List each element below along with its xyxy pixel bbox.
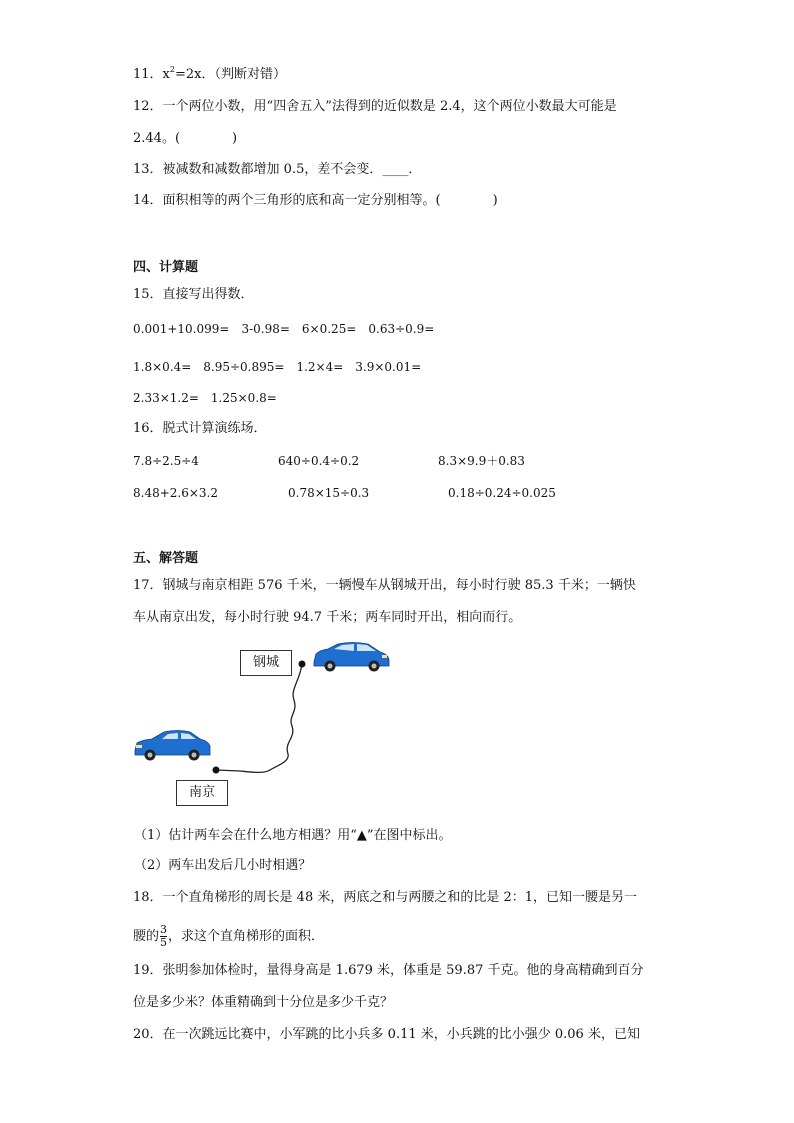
section-title-calculation: 四、计算题 xyxy=(133,260,199,275)
q11-number: 11． xyxy=(133,67,163,82)
q11-exponent: 2 xyxy=(169,65,175,74)
question-20-line1: 20．在一次跳远比赛中，小军跳的比小兵多 0.11 米，小兵跳的比小强少 0.06 米，已知 xyxy=(133,1027,640,1042)
question-15-title: 15．直接写出得数． xyxy=(133,287,254,302)
route-start-dot xyxy=(299,661,306,668)
question-12-line1: 12．一个两位小数，用“四舍五入”法得到的近似数是 2.4，这个两位小数最大可能是 xyxy=(133,99,617,114)
car-icon-slow xyxy=(314,643,389,672)
q16-item: 8.3×9.9＋0.83 xyxy=(438,454,525,468)
question-18-line1: 18．一个直角梯形的周长是 48 米，两底之和与两腰之和的比是 2：1，已知一腰是另一 xyxy=(133,890,638,905)
car-icon-fast xyxy=(135,731,210,761)
q11-rest: =2x．（判断对错） xyxy=(174,67,286,82)
q18-text-b: ，求这个直角梯形的面积． xyxy=(168,929,325,944)
q18-text-a: 腰的 xyxy=(133,929,160,944)
question-17-line1: 17．钢城与南京相距 576 千米，一辆慢车从钢城开出，每小时行驶 85.3 千米；一辆快 xyxy=(133,578,636,593)
question-17-line2: 车从南京出发，每小时行驶 94.7 千米；两车同时开出，相向而行。 xyxy=(133,610,522,625)
city-label-nanjing: 南京 xyxy=(176,780,228,806)
question-16-title: 16．脱式计算演练场． xyxy=(133,421,267,436)
question-19-line1: 19．张明参加体检时，量得身高是 1.679 米，体重是 59.87 千克。他的身高精确到百分 xyxy=(133,963,644,978)
q16-item: 640÷0.4÷0.2 xyxy=(278,454,360,468)
section-title-answers: 五、解答题 xyxy=(133,551,199,566)
question-14: 14．面积相等的两个三角形的底和高一定分别相等。( ) xyxy=(133,193,498,208)
q17-sub-1: （1）估计两车会在什么地方相遇？用“▲”在图中标出。 xyxy=(134,828,452,843)
city-label-gangcheng: 钢城 xyxy=(240,650,292,676)
q15-row-2: 1.8×0.4= 8.95÷0.895= 1.2×4= 3.9×0.01= xyxy=(133,360,422,374)
question-18-line2 xyxy=(133,924,324,949)
q16-item: 8.48+2.6×3.2 xyxy=(133,486,218,500)
q16-item: 7.8÷2.5÷4 xyxy=(133,454,199,468)
q15-row-1: 0.001+10.099= 3-0.98= 6×0.25= 0.63÷0.9= xyxy=(133,322,435,336)
route-end-dot xyxy=(213,767,220,774)
fraction-three-fifths xyxy=(160,924,167,949)
route-path xyxy=(216,664,302,772)
question-13: 13．被减数和减数都增加 0.5，差不会变．____． xyxy=(133,162,422,177)
q11-var: x xyxy=(162,67,170,82)
question-19-line2: 位是多少米？体重精确到十分位是多少千克？ xyxy=(133,995,394,1010)
fraction-denominator: 5 xyxy=(160,936,168,949)
q16-item: 0.78×15÷0.3 xyxy=(288,486,370,500)
q17-sub-2: （2）两车出发后几小时相遇？ xyxy=(134,858,312,873)
fraction-numerator: 3 xyxy=(160,923,168,936)
q16-item: 0.18÷0.24÷0.025 xyxy=(448,486,556,500)
question-12-line2: 2.44。( ) xyxy=(133,131,238,146)
q15-row-3: 2.33×1.2= 1.25×0.8= xyxy=(133,391,277,405)
